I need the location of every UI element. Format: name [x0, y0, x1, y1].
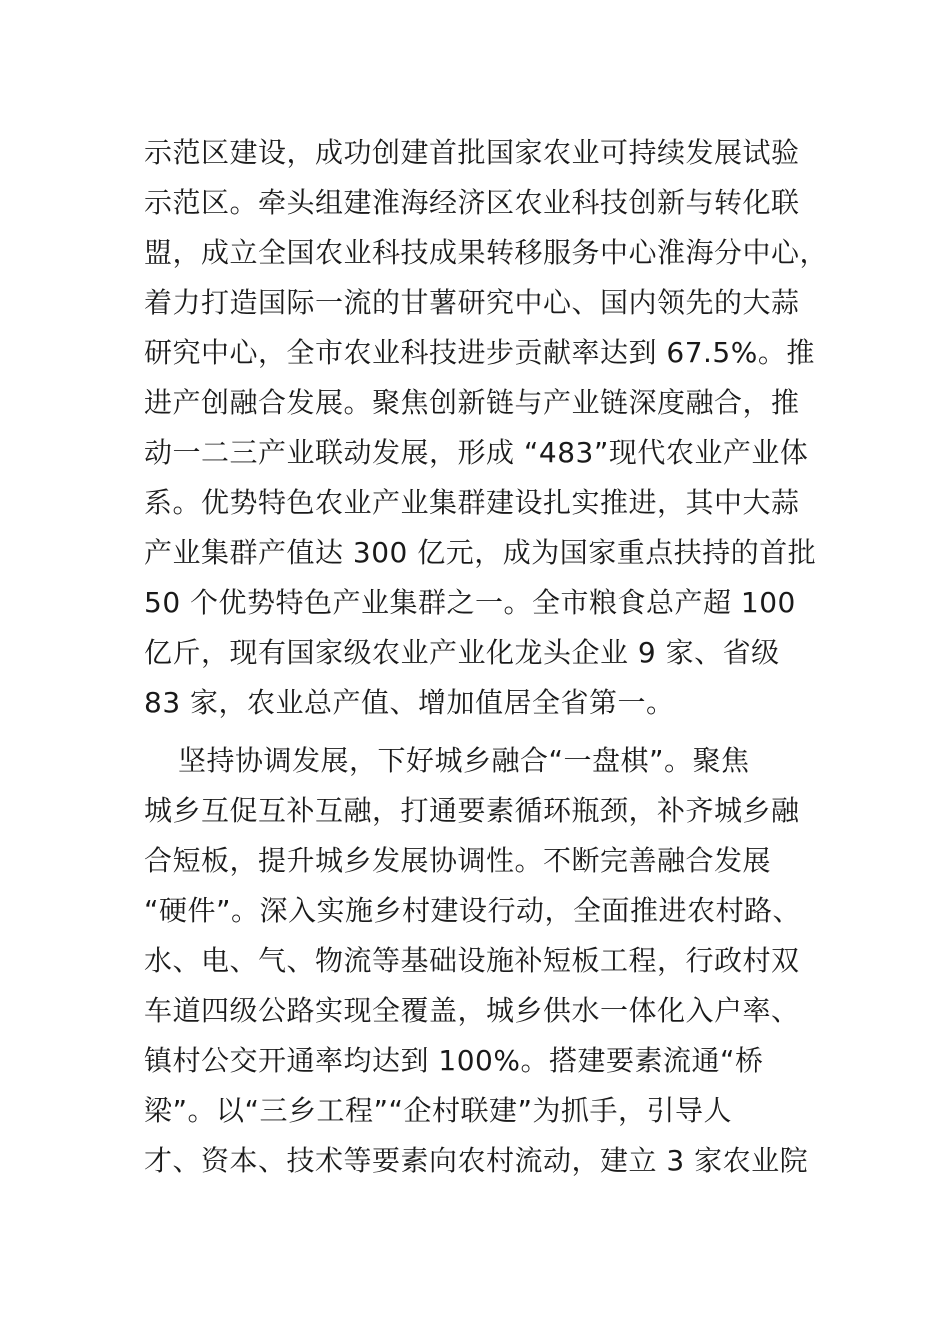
text-line: “硬件”。深入实施乡村建设行动，全面推进农村路、 — [144, 894, 802, 927]
text-line: 梁”。以“三乡工程”“企村联建”为抓手，引导人 — [144, 1094, 733, 1127]
paragraph-agriculture-innovation — [144, 128, 844, 728]
text-line: 车道四级公路实现全覆盖，城乡供水一体化入户率、 — [144, 994, 800, 1027]
text-line: 城乡互促互补互融，打通要素循环瓶颈，补齐城乡融 — [144, 794, 800, 827]
text-line: 产业集群产值达 300 亿元，成为国家重点扶持的首批 — [144, 536, 817, 569]
text-line: 坚持协调发展，下好城乡融合“一盘棋”。聚焦 — [178, 744, 750, 777]
paragraph-urban-rural-integration — [144, 736, 844, 1186]
text-line: 示范区。牵头组建淮海经济区农业科技创新与转化联 — [144, 186, 800, 219]
text-line: 合短板，提升城乡发展协调性。不断完善融合发展 — [144, 844, 772, 877]
text-line: 才、资本、技术等要素向农村流动，建立 3 家农业院 — [144, 1144, 809, 1177]
text-line: 镇村公交开通率均达到 100%。搭建要素流通“桥 — [144, 1044, 764, 1077]
text-line: 系。优势特色农业产业集群建设扎实推进，其中大蒜 — [144, 486, 800, 519]
text-line: 水、电、气、物流等基础设施补短板工程，行政村双 — [144, 944, 800, 977]
text-line: 盟，成立全国农业科技成果转移服务中心淮海分中心， — [144, 236, 829, 269]
text-line: 亿斤，现有国家级农业产业化龙头企业 9 家、省级 — [144, 636, 780, 669]
text-line: 动一二三产业联动发展，形成 “483”现代农业产业体 — [144, 436, 809, 469]
text-line: 83 家，农业总产值、增加值居全省第一。 — [144, 686, 675, 719]
text-line: 50 个优势特色产业集群之一。全市粮食总产超 100 — [144, 586, 796, 619]
text-line: 示范区建设，成功创建首批国家农业可持续发展试验 — [144, 136, 800, 169]
text-line: 进产创融合发展。聚焦创新链与产业链深度融合，推 — [144, 386, 800, 419]
text-line: 研究中心，全市农业科技进步贡献率达到 67.5%。推 — [144, 336, 815, 369]
text-line: 着力打造国际一流的甘薯研究中心、国内领先的大蒜 — [144, 286, 800, 319]
